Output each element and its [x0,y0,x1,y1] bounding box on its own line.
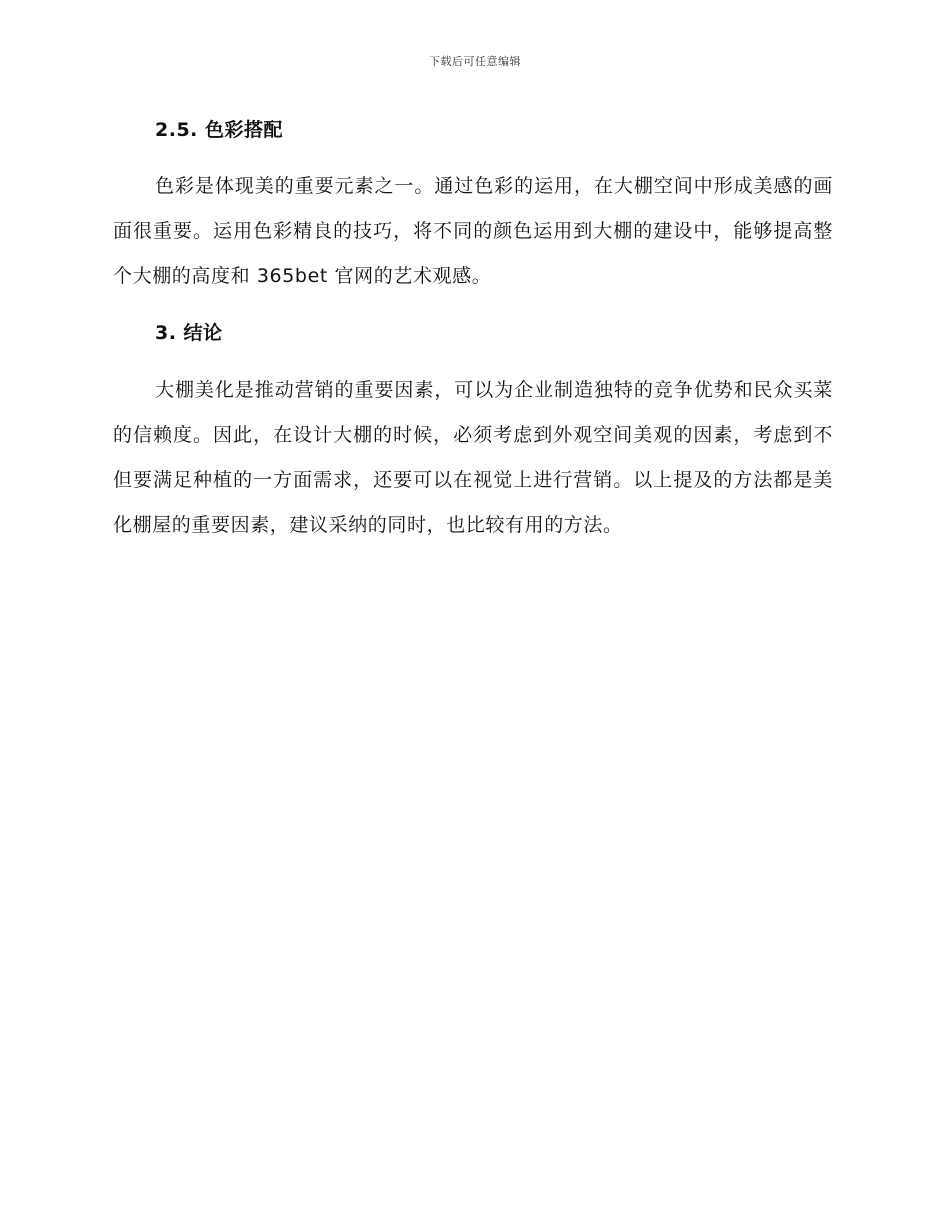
document-content [113,112,833,548]
section-heading-color-matching: 2.5. 色彩搭配 [155,119,283,141]
paragraph-conclusion: 大棚美化是推动营销的重要因素，可以为企业制造独特的竞争优势和民众买菜的信赖度。因此，在设计大棚的时候，必须考虑到外观空间美观的因素，考虑到不但要满足种植的一方面需求，还要可以在视觉上进行营销。以上提及的方法都是美化棚屋的重要因素，建议采纳的同时，也比较有用的方法。 [113,379,833,536]
section-heading-conclusion: 3. 结论 [155,322,223,344]
paragraph-color-matching: 色彩是体现美的重要元素之一。通过色彩的运用，在大棚空间中形成美感的画面很重要。运用色彩精良的技巧，将不同的颜色运用到大棚的建设中，能够提高整个大棚的高度和 365bet 官网的艺术观感。 [113,175,833,287]
header-note: 下载后可任意编辑 [429,55,521,68]
